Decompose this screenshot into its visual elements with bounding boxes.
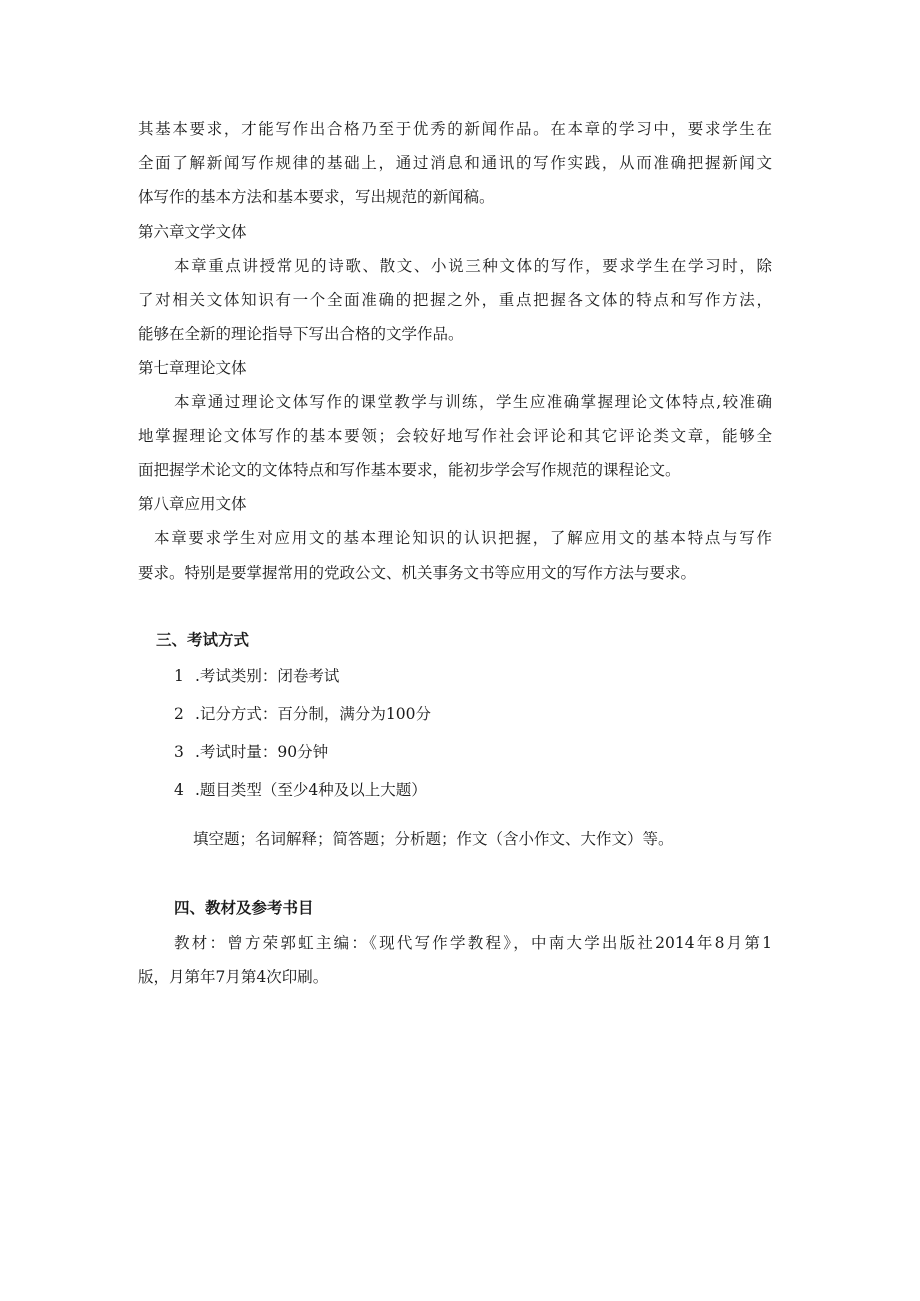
exam-item-number-4: 4	[174, 781, 184, 799]
textbook-line-1: 教材：曾方荣郭虹主编：《现代写作学教程》，中南大学出版社2014年8月第1	[174, 934, 772, 952]
exam-item-number-3: 3	[174, 743, 184, 761]
chapter8-heading: 第八章应用文体	[138, 495, 247, 513]
textbook-section-heading: 四、教材及参考书目	[174, 898, 314, 917]
exam-item-text-2: .记分方式：百分制，满分为100分	[195, 705, 432, 723]
exam-item-number-1: 1	[174, 667, 184, 685]
chapter8-paragraph-line-2: 要求。特别是要掌握常用的党政公文、机关事务文书等应用文的写作方法与要求。	[138, 564, 697, 582]
chapter6-paragraph-line-2: 了对相关文体知识有一个全面准确的把握之外，重点把握各文体的特点和写作方法，	[138, 291, 772, 309]
chapter5-paragraph-line-3: 体写作的基本方法和基本要求，写出规范的新闻稿。	[138, 188, 495, 206]
chapter5-paragraph-line-2: 全面了解新闻写作规律的基础上，通过消息和通讯的写作实践，从而准确把握新闻文	[138, 154, 772, 172]
exam-section-heading: 三、考试方式	[156, 630, 250, 649]
exam-item-text-1: .考试类别：闭卷考试	[195, 667, 340, 685]
chapter6-paragraph-line-1: 本章重点讲授常见的诗歌、散文、小说三种文体的写作，要求学生在学习时，除	[174, 257, 772, 275]
exam-item-number-2: 2	[174, 705, 184, 723]
chapter8-paragraph-line-1: 本章要求学生对应用文的基本理论知识的认识把握，了解应用文的基本特点与写作	[154, 529, 772, 547]
chapter7-heading: 第七章理论文体	[138, 359, 247, 377]
exam-item-text-3: .考试时量：90分钟	[195, 743, 329, 761]
exam-item-text-4: .题目类型（至少4种及以上大题）	[195, 781, 427, 799]
exam-question-types: 填空题；名词解释；简答题；分析题；作文（含小作文、大作文）等。	[193, 830, 674, 848]
chapter7-paragraph-line-1: 本章通过理论文体写作的课堂教学与训练，学生应准确掌握理论文体特点,较准确	[174, 393, 772, 411]
chapter7-paragraph-line-2: 地掌握理论文体写作的基本要领；会较好地写作社会评论和其它评论类文章，能够全	[138, 427, 772, 445]
textbook-line-2: 版，月第年7月第4次印刷。	[138, 968, 329, 986]
chapter6-paragraph-line-3: 能够在全新的理论指导下写出合格的文学作品。	[138, 325, 464, 343]
chapter6-heading: 第六章文学文体	[138, 223, 247, 241]
chapter7-paragraph-line-3: 面把握学术论文的文体特点和写作基本要求，能初步学会写作规范的课程论文。	[138, 461, 681, 479]
chapter5-paragraph-line-1: 其基本要求，才能写作出合格乃至于优秀的新闻作品。在本章的学习中，要求学生在	[138, 120, 772, 138]
